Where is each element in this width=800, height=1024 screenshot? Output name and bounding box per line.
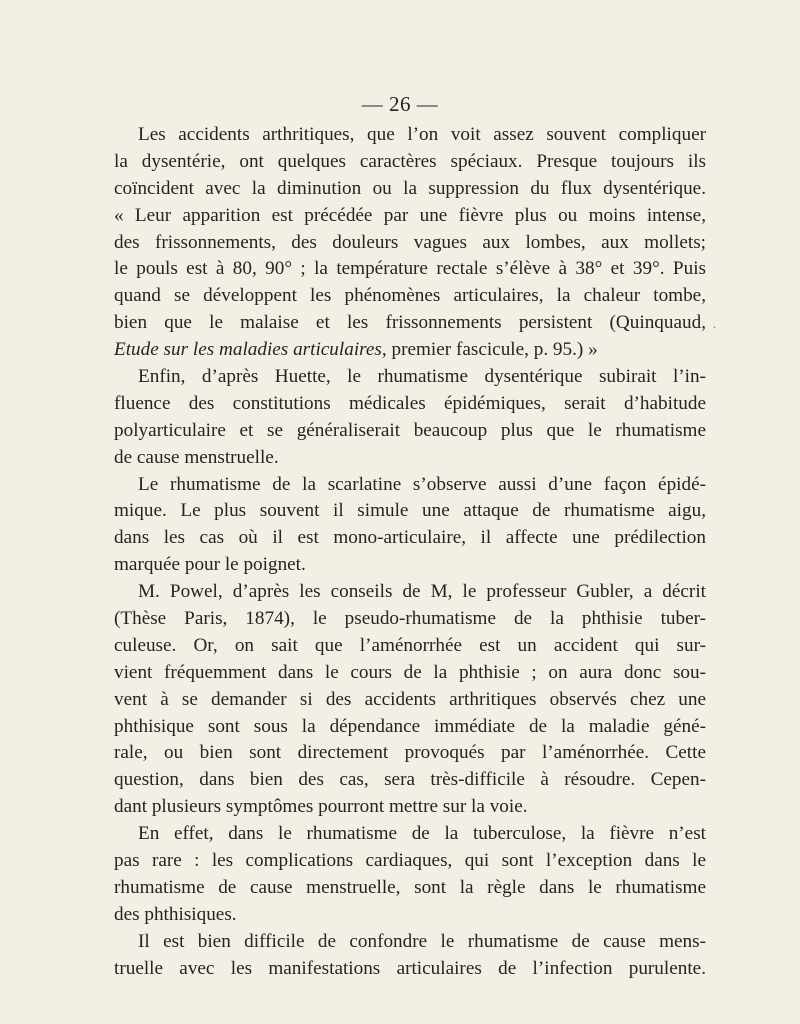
line-text: rhumatisme de cause menstruelle, sont la règle dans le rhumatisme bbox=[114, 876, 706, 898]
text-line bbox=[114, 956, 706, 983]
line-text: de cause menstruelle. bbox=[114, 446, 279, 468]
text-line bbox=[114, 230, 706, 257]
text-line bbox=[114, 875, 706, 902]
page-number: — 26 — bbox=[361, 92, 439, 116]
line-text: dant plusieurs symptômes pourront mettre sur la voie. bbox=[114, 796, 528, 818]
text-line bbox=[114, 418, 706, 445]
line-text: (Thèse Paris, 1874), le pseudo-rhumatisme de la phthisie tuber- bbox=[114, 608, 706, 630]
line-text: fluence des constitutions médicales épidémiques, serait d’habitude bbox=[114, 392, 706, 414]
line-text: vent à se demander si des accidents arthritiques observés chez une bbox=[114, 688, 706, 710]
text-line bbox=[114, 579, 706, 606]
text-line bbox=[114, 203, 706, 230]
text-line bbox=[114, 606, 706, 633]
line-text: culeuse. Or, on sait que l’aménorrhée est un accident qui sur- bbox=[114, 634, 706, 656]
line-text: pas rare : les complications cardiaques, qui sont l’exception dans le bbox=[114, 850, 706, 872]
text-line bbox=[114, 633, 706, 660]
line-text: le pouls est à 80, 90° ; la température rectale s’élève à 38° et 39°. Puis bbox=[114, 258, 706, 280]
text-line bbox=[114, 821, 706, 848]
text-line bbox=[114, 660, 706, 687]
line-text: quand se développent les phénomènes articulaires, la chaleur tombe, bbox=[114, 285, 706, 307]
text-line bbox=[114, 794, 706, 821]
line-text: , premier fascicule, p. 95.) » bbox=[381, 339, 598, 361]
text-line bbox=[114, 149, 706, 176]
text-line bbox=[114, 525, 706, 552]
line-text: « Leur apparition est précédée par une fièvre plus ou moins intense, bbox=[114, 204, 706, 226]
line-text: M. Powel, d’après les conseils de M, le professeur Gubler, a décrit bbox=[138, 581, 706, 603]
text-line bbox=[114, 687, 706, 714]
line-text: la dysentérie, ont quelques caractères spéciaux. Presque toujours ils bbox=[114, 150, 706, 172]
line-text: phthisique sont sous la dépendance immédiate de la maladie géné- bbox=[114, 715, 706, 737]
line-text: rale, ou bien sont directement provoqués par l’aménorrhée. Cette bbox=[114, 742, 706, 764]
line-text: polyarticulaire et se généraliserait beaucoup plus que le rhumatisme bbox=[114, 419, 706, 441]
text-line bbox=[114, 902, 706, 929]
line-text: En effet, dans le rhumatisme de la tuberculose, la fièvre n’est bbox=[138, 823, 706, 845]
line-text: marquée pour le poignet. bbox=[114, 554, 306, 576]
text-line bbox=[114, 848, 706, 875]
text-line bbox=[114, 929, 706, 956]
line-text: des phthisiques. bbox=[114, 903, 237, 925]
text-line bbox=[114, 364, 706, 391]
line-text: truelle avec les manifestations articulaires de l’infection purulente. bbox=[114, 957, 706, 979]
text-line bbox=[114, 714, 706, 741]
italic-citation: Etude sur les maladies articulaires bbox=[114, 339, 382, 361]
text-line bbox=[114, 176, 706, 203]
text-line bbox=[114, 740, 706, 767]
text-line bbox=[114, 472, 706, 499]
line-text: vient fréquemment dans le cours de la phthisie ; on aura donc sou- bbox=[114, 661, 706, 683]
text-line bbox=[114, 767, 706, 794]
text-line bbox=[114, 498, 706, 525]
line-text: Les accidents arthritiques, que l’on voit assez souvent compliquer bbox=[138, 124, 706, 145]
line-text: dans les cas où il est mono-articulaire, il affecte une prédilection bbox=[114, 527, 706, 549]
line-text: Le rhumatisme de la scarlatine s’observe aussi d’une façon épidé- bbox=[138, 473, 706, 495]
line-text: mique. Le plus souvent il simule une attaque de rhumatisme aigu, bbox=[114, 500, 706, 522]
text-line bbox=[114, 445, 706, 472]
margin-mark: . bbox=[713, 317, 716, 331]
text-line bbox=[114, 391, 706, 418]
text-line bbox=[114, 552, 706, 579]
text-line bbox=[114, 122, 706, 149]
text-line bbox=[114, 337, 706, 364]
text-line bbox=[114, 310, 706, 337]
line-text: Enfin, d’après Huette, le rhumatisme dysentérique subirait l’in- bbox=[138, 366, 706, 388]
text-line bbox=[114, 283, 706, 310]
line-text: coïncident avec la diminution ou la suppression du flux dysentérique. bbox=[114, 177, 706, 199]
line-text: bien que le malaise et les frissonnements persistent (Quinquaud, bbox=[114, 312, 706, 334]
line-text: des frissonnements, des douleurs vagues aux lombes, aux mollets; bbox=[114, 231, 706, 253]
line-text: Il est bien difficile de confondre le rhumatisme de cause mens- bbox=[138, 930, 706, 952]
text-line bbox=[114, 256, 706, 283]
line-text: question, dans bien des cas, sera très-difficile à résoudre. Cepen- bbox=[114, 769, 706, 791]
body-text bbox=[114, 122, 706, 983]
